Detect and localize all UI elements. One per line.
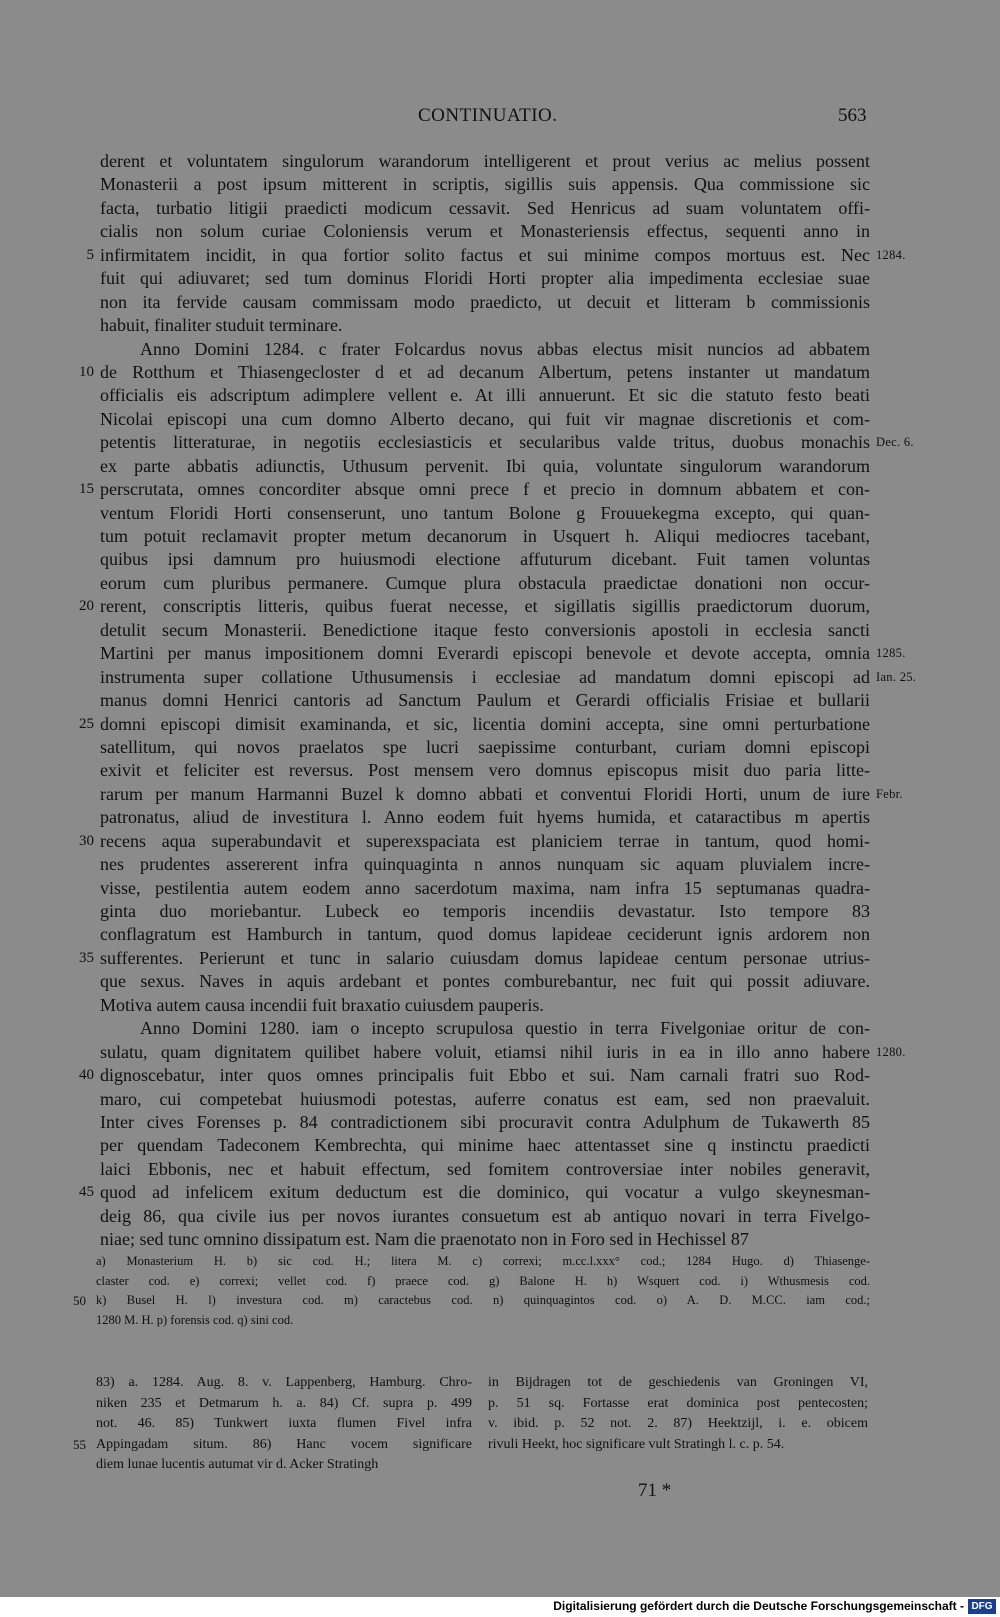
text-line [100,853,870,876]
text-line [79,1181,870,1204]
text-line [79,361,870,384]
line-text: ex parte abbatis adiunctis, Uthusum pervenit. Ibi quia, voluntate singulorum warandorum [100,455,870,476]
line-text: maro, cui competebat huiusmodi potestas, auferre conatus est eam, sed non praevaluit. [100,1088,870,1109]
text-line [100,1041,870,1064]
line-text: p. 51 sq. Fortasse erat dominica post pentecosten; [488,1395,868,1411]
text-line [100,923,870,946]
line-text: quibus ipsi damnum pro huiusmodi electione affuturum dicebant. Fuit tamen voluntas [100,549,870,570]
text-line [96,1311,870,1331]
line-number: 10 [79,363,94,380]
line-text: niae; sed tunc omnino dissipatum est. Nam die praenotato non in Foro sed in Hechissel 87 [100,1229,749,1250]
line-text: patronatus, aliud de investitura l. Anno eodem fuit hyems humida, et cataractibus m apertis [100,807,870,828]
text-line [79,1064,870,1087]
line-number: 40 [79,1067,94,1084]
text-line [100,338,870,361]
text-line [100,548,870,571]
text-line [100,783,870,806]
line-text: satellitum, qui novos praelatos spe lucri saepissime conturbant, curiam domni episcopi [100,736,870,757]
commentary-column-left [73,1373,472,1476]
text-line [79,947,870,970]
line-text: Martini per manus impositionem domni Everardi episcopi benevole et devote accepta, omnia [100,643,870,664]
line-text: k) Busel H. l) investura cod. m) caractebus cod. n) quinquagintos cod. o) A. D. M.CC. iam cod.; [96,1293,870,1307]
line-text: 1280 M. H. p) forensis cod. q) sini cod. [96,1312,294,1327]
line-number: 35 [79,949,94,966]
line-text: sufferentes. Perierunt et tunc in salario cuiusdam domus lapideae centum personae utrius- [100,947,870,968]
line-text: 83) a. 1284. Aug. 8. v. Lappenberg, Hamburg. Chro- [96,1375,472,1390]
text-line [100,1134,870,1157]
line-text: Anno Domini 1284. c frater Folcardus novus abbas electus misit nuncios ad abbatem [140,338,870,359]
text-line [100,150,870,173]
line-text: petentis litteraturae, in negotiis ecclesiasticis et secularibus valde tritus, duobus monachis [100,432,870,453]
line-text: deig 86, qua civile ius per novos iurantes consuetum est ab antiquo novari in terra Fivelgo- [100,1205,870,1226]
line-text: detulit secum Monasterii. Benedictione itaque festo conversionis apostoli in ecclesia sancti [100,619,870,640]
line-text: perscrutata, omnes concorditer absque omni prece f et precio in domnum abbatem et con- [100,479,870,500]
line-text: instrumenta super collatione Uthusumensis i ecclesiae ad mandatum domni episcopi ad [100,666,870,687]
line-text: de Rotthum et Thiasengecloster d et ad decanum Albertum, petens instanter ut mandatum [100,361,870,382]
line-text: niken 235 et Detmarum h. a. 84) Cf. supra p. 499 [96,1395,472,1411]
text-line [100,267,870,290]
line-text: ginta duo moriebantur. Lubeck eo temporis incendiis devastatur. Isto tempore 83 [100,901,870,921]
text-line [96,1373,472,1394]
funding-notice: Digitalisierung gefördert durch die Deutsche Forschungsgemeinschaft - [553,1599,964,1613]
margin-date: Febr. [876,786,903,801]
text-line [100,502,870,525]
margin-date: 1284. [876,247,906,262]
dfg-logo[interactable]: DFG [968,1599,996,1614]
text-line [488,1394,868,1415]
line-number: 15 [79,481,94,498]
text-line [100,455,870,478]
line-number: 20 [79,598,94,615]
signature-mark: 71 * [638,1480,672,1501]
footer-bar [0,1597,1000,1617]
line-text: claster cod. e) correxi; vellet cod. f) praece cod. g) Balone H. h) Wsquert cod. i) Wthusmesis cod. [96,1273,870,1288]
text-line [100,197,870,220]
line-text: rivuli Heekt, hoc significare vult Stratingh l. c. p. 54. [488,1436,785,1452]
line-text: Nicolai episcopi una cum domno Alberto decano, qui fuit vir magnae discretionis et com- [100,408,870,429]
line-text: nes prudentes assererent infra quinquaginta n annos nunquam sic aquam pluvialem incre- [100,854,870,875]
line-text: rarum per manum Harmanni Buzel k domno abbati et conventui Floridi Horti, unum de iure [100,783,870,804]
line-text: v. ibid. p. 52 not. 2. 87) Heektzijl, i. e. obicem [488,1416,868,1431]
text-line [96,1252,870,1272]
text-line [96,1455,472,1476]
line-text: quod ad infelicem exitum deductum est die dominico, qui vocatur a vulgo skeynesman- [100,1182,870,1203]
line-text: laici Ebbonis, nec et habuit effectum, sed fomitem controversiae inter nobiles generavit, [100,1158,870,1179]
line-number: 5 [86,246,94,263]
line-text: visse, pestilentia autem eodem anno sacerdotum maxima, nam infra 15 septumanas quadra- [100,877,870,898]
main-text [79,150,917,1252]
text-line [100,666,870,689]
text-line [86,244,870,267]
line-text: Motiva autem causa incendii fuit braxatio cuiusdem pauperis. [100,994,544,1015]
line-number: 50 [73,1293,86,1308]
line-text: facta, turbatio litigii praedicti modicum cessavit. Sed Henricus ad suam voluntatem offi- [100,197,870,218]
text-line [100,689,870,712]
line-text: cialis non solum curiae Coloniensis verum et Monasteriensis effectus, sequenti anno in [100,221,870,242]
text-line [100,970,870,993]
text-line [100,431,870,454]
line-text: Inter cives Forenses p. 84 contradictionem sibi procuravit contra Adulphum de Tukawerth 85 [100,1111,870,1132]
text-line [100,314,870,337]
line-text: dignoscebatur, inter quos omnes principalis fuit Ebbo et sui. Nam carnali fratri suo Rod- [100,1065,870,1086]
text-line [100,1088,870,1111]
text-line [488,1373,868,1394]
line-text: non ita fervide causam commissam modo praedicto, ut decuit et litteram b commissionis [100,291,870,312]
apparatus-footnotes [73,1252,870,1330]
text-line [100,994,870,1017]
text-line [100,806,870,829]
line-number: 25 [79,715,94,732]
text-line [488,1435,868,1456]
line-number: 45 [79,1184,94,1201]
line-text: Monasterii a post ipsum mitterent in scriptis, sigillis suis appensis. Qua commissione sic [100,174,870,195]
text-line [96,1414,472,1435]
text-line [100,1228,870,1251]
line-text: eorum cum pluribus permanere. Cumque plura obstacula praedictae donationi non occur- [100,572,870,593]
line-number: 55 [73,1436,86,1452]
text-line [100,900,870,923]
line-text: in Bijdragen tot de geschiedenis van Groningen VI, [488,1375,868,1390]
text-line [79,595,870,618]
margin-date: Ian. 25. [876,669,917,684]
text-line [100,291,870,314]
line-number: 30 [79,832,94,849]
text-line [100,1205,870,1228]
text-line [100,173,870,196]
text-line [100,1158,870,1181]
commentary-column-right [488,1373,868,1455]
margin-date: 1280. [876,1044,906,1059]
line-text: a) Monasterium H. b) sic cod. H.; litera M. c) correxi; m.cc.l.xxx° cod.; 1284 Hugo. d) Thiasenge- [96,1254,870,1268]
text-line [79,478,870,501]
text-line [100,525,870,548]
line-text: diem lunae lucentis autumat vir d. Acker Stratingh [96,1457,379,1472]
text-line [96,1272,870,1292]
line-text: domni episcopi dimisit examinanda, et sic, licentia domini accepta, sine omni perturbatione [100,713,870,734]
text-line [100,1111,870,1134]
line-text: conflagratum est Hamburch in tantum, quod domus lapideae ceciderunt ignis ardorem non [100,924,870,945]
margin-date: Dec. 6. [876,435,914,450]
text-line [73,1435,472,1456]
text-line [100,384,870,407]
page-number: 563 [838,105,867,126]
line-text: ventum Floridi Horti consenserunt, uno tantum Bolone g Frouuekegma excepto, qui quan- [100,502,870,523]
running-header [0,105,1000,135]
line-text: sulatu, quam dignitatem quilibet habere voluit, etiamsi nihil iuris in ea in illo anno habere [100,1041,870,1062]
line-text: fuit qui adiuvaret; sed tum dominus Floridi Horti propter alia impedimenta ecclesiae suae [100,268,870,289]
text-line [73,1291,870,1311]
line-text: Appingadam situm. 86) Hanc vocem significare [96,1436,472,1452]
text-line [79,713,870,736]
commentary-notes [0,1373,1000,1472]
line-text: manus domni Henrici cantoris ad Sanctum Paulum et Gerardi officialis Frisiae et bullarii [100,690,870,711]
running-title: CONTINUATIO. [418,105,558,126]
line-text: habuit, finaliter studuit terminare. [100,315,343,336]
line-text: derent et voluntatem singulorum warandorum intelligerent et prout verius ac melius possent [100,151,870,171]
line-text: recens aqua superabundavit et superexspaciata est planiciem terrae in tantum, quod homi- [100,830,870,851]
line-text: que sexus. Naves in aquis ardebant et pontes comburebantur, nec fuit qui possit adiuvare. [100,971,870,992]
text-line [100,736,870,759]
line-text: not. 46. 85) Tunkwert iuxta flumen Fivel infra [96,1416,472,1431]
line-text: per quendam Tadeconem Kembrechta, qui minime haec attentasset sine q instinctu praedicti [100,1135,870,1156]
text-line [96,1394,472,1415]
line-text: infirmitatem incidit, in qua fortior solito factus et sui minime compos mortuus est. Nec [100,244,870,265]
text-line [100,877,870,900]
line-text: rerent, conscriptis litteris, quibus fuerat necesse, et sigillatis sigillis praedictorum duorum, [100,596,870,617]
line-text: exivit et feliciter est reversus. Post mensem vero domnus episcopus misit duo paria litte- [100,760,870,781]
line-text: officialis eis adscriptum adimplere vellent e. At illi annuerunt. Et sic die statuto festo beati [100,385,870,406]
text-line [100,572,870,595]
line-text: tum potuit reclamavit propter metum decanorum in Usquert h. Aliqui mediocres tacebant, [100,526,870,546]
text-line [488,1414,868,1435]
line-text: Anno Domini 1280. iam o incepto scrupulosa questio in terra Fivelgoniae oritur de con- [140,1018,870,1039]
text-line [79,830,870,853]
margin-date: 1285. [876,646,906,661]
